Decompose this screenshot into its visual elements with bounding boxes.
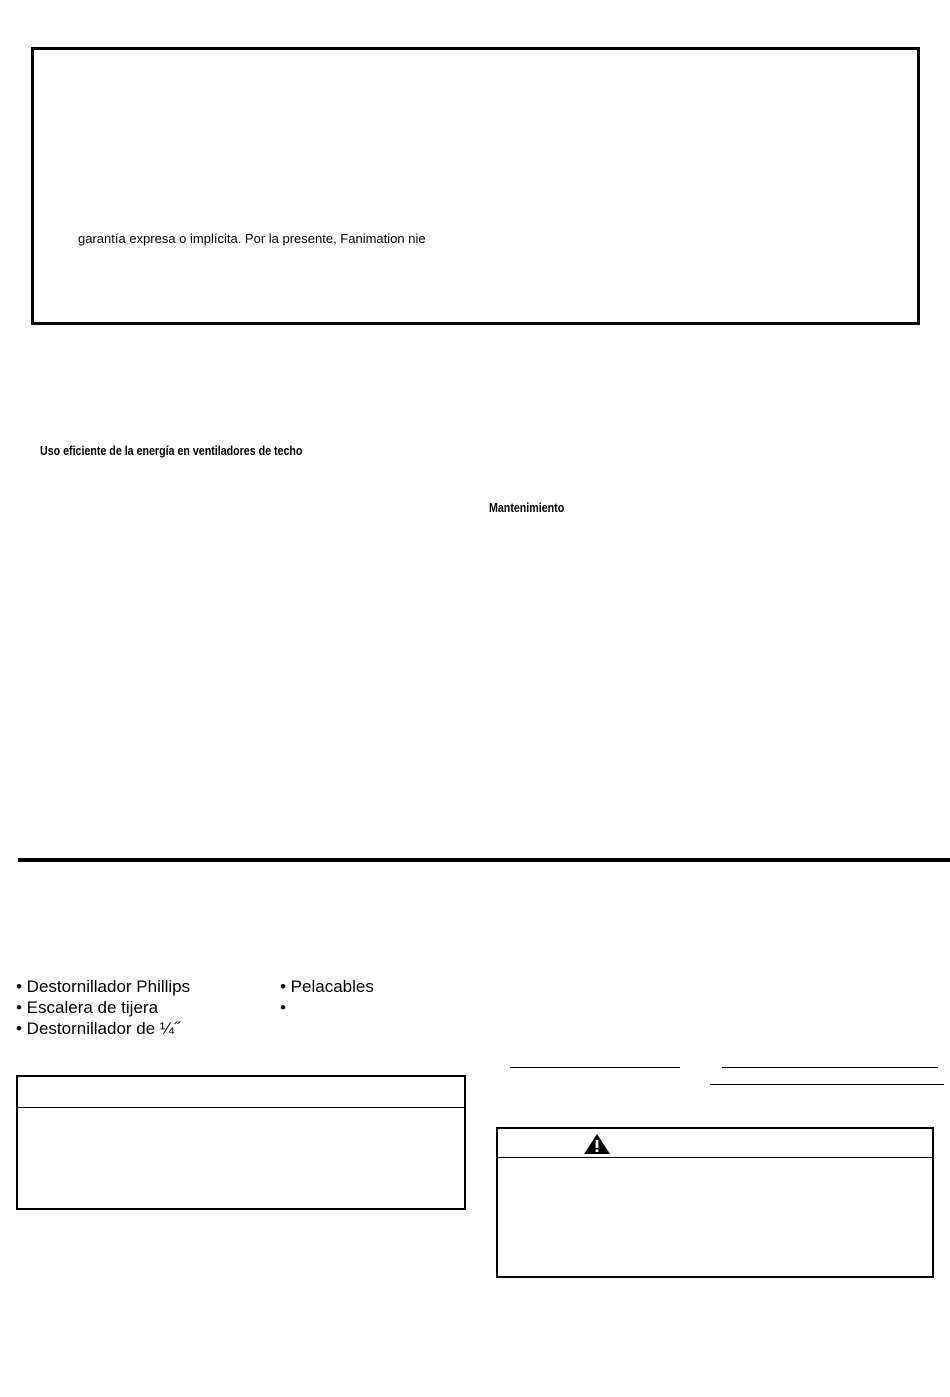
warning-box-divider <box>498 1157 932 1158</box>
tool-item-quarter-inch-screwdriver: • Destornillador de ¼˝ <box>16 1019 180 1038</box>
tool-item-step-ladder: • Escalera de tijera <box>16 998 159 1017</box>
maintenance-heading: Mantenimiento <box>489 500 565 515</box>
notice-box <box>16 1075 466 1210</box>
section-divider <box>18 858 950 862</box>
warning-triangle-icon <box>584 1134 610 1154</box>
energy-efficiency-heading: Uso eficiente de la energía en ventiladores de techo <box>40 443 303 458</box>
warranty-box <box>31 47 920 325</box>
tool-item-phillips-screwdriver: • Destornillador Phillips <box>16 977 191 996</box>
blank-line-3 <box>710 1084 944 1085</box>
warning-box <box>496 1127 934 1278</box>
tool-item-empty-bullet: • <box>280 998 286 1017</box>
tools-list-column-2 <box>280 976 374 1018</box>
blank-line-2 <box>722 1067 938 1068</box>
tool-item-wire-stripper: • Pelacables <box>280 977 374 996</box>
tools-list-column-1 <box>16 976 190 1039</box>
notice-box-divider <box>18 1107 464 1108</box>
warranty-text: garantía expresa o implícita. Por la presente, Fanimation nie <box>78 231 426 246</box>
blank-line-1 <box>510 1067 680 1068</box>
